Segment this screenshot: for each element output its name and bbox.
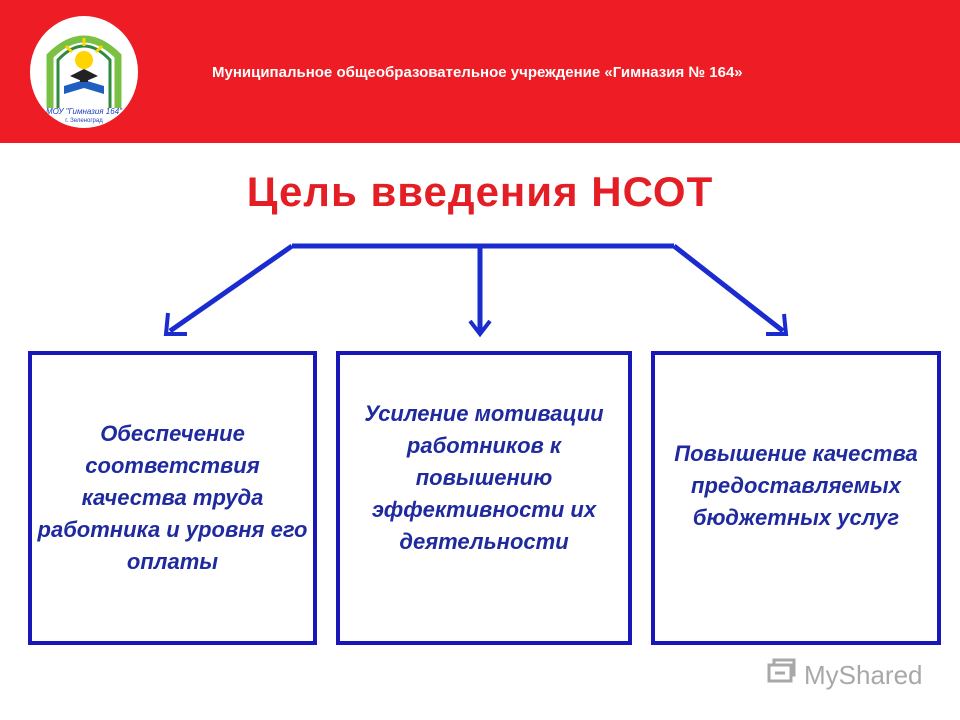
goal-box-3-text: Повышение качества предоставляемых бюджетных услуг	[674, 441, 918, 530]
svg-text:г. Зеленоград: г. Зеленоград	[65, 118, 103, 124]
watermark-icon	[766, 657, 798, 694]
arrow-left	[170, 246, 292, 331]
arrow-right	[674, 246, 783, 331]
page-title-text: Цель введения НСОТ	[246, 168, 714, 215]
watermark-text: MyShared	[804, 660, 923, 690]
goal-box-1	[28, 351, 317, 645]
organization-name: Муниципальное общеобразовательное учреждение «Гимназия № 164»	[212, 64, 743, 81]
svg-text:МОУ "Гимназия 164": МОУ "Гимназия 164"	[46, 107, 122, 116]
goal-box-2-text: Усиление мотивации работников к повышению эффективности их деятельности	[364, 401, 604, 554]
goal-box-3	[651, 351, 941, 645]
watermark	[766, 657, 923, 694]
goal-box-2	[336, 351, 632, 645]
goal-box-1-text: Обеспечение соответствия качества труда работника и уровня его оплаты	[37, 421, 308, 574]
